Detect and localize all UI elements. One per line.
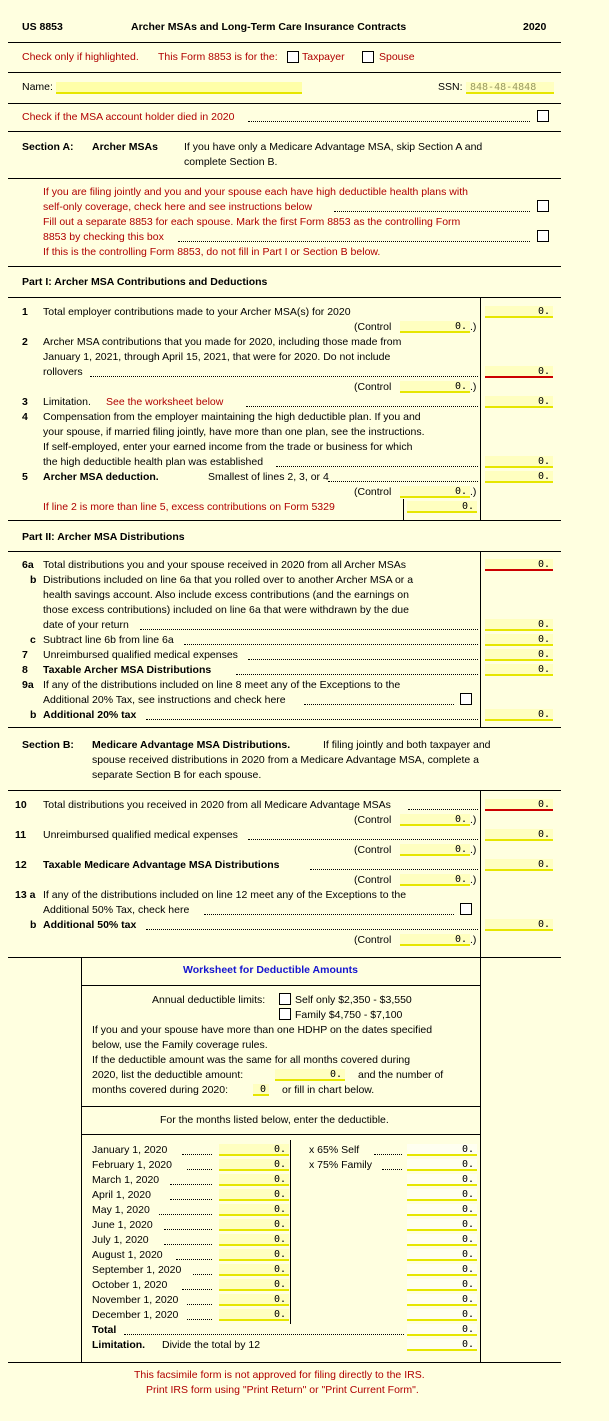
month-label: June 1, 2020 xyxy=(92,1219,153,1231)
line-11-label: Unreimbursed qualified medical expenses xyxy=(43,829,238,841)
worksheet-text-2: below, use the Family coverage rules. xyxy=(92,1039,268,1051)
line-3-number: 3 xyxy=(22,396,28,408)
month-result-field[interactable]: 0. xyxy=(407,1294,477,1306)
line-6b-label-3: those excess contributions) included on line 6a that were withdrawn by the due xyxy=(43,604,409,616)
spouse-label: Spouse xyxy=(379,51,415,63)
line-13b-number: b xyxy=(30,919,37,931)
line-4-label-3: If self-employed, enter your earned income from the trade or business for which xyxy=(43,441,413,453)
self-only-checkbox[interactable] xyxy=(279,993,291,1005)
line-6b-number: b xyxy=(30,574,37,586)
total-label: Total xyxy=(92,1324,117,1336)
section-b-title: Medicare Advantage MSA Distributions. xyxy=(92,739,291,751)
line-5-control-label: (Control xyxy=(354,486,392,498)
month-result-field[interactable]: 0. xyxy=(407,1144,477,1156)
line-8-number: 8 xyxy=(22,664,28,676)
month-label: February 1, 2020 xyxy=(92,1159,172,1171)
tax-year: 2020 xyxy=(523,21,547,33)
month-result-field[interactable]: 0. xyxy=(407,1234,477,1246)
month-result-field[interactable]: 0. xyxy=(407,1219,477,1231)
month-result-field[interactable]: 0. xyxy=(407,1279,477,1291)
month-label: July 1, 2020 xyxy=(92,1234,149,1246)
line-4-label-2: your spouse, if married filing jointly, have more than one plan, see the instructions. xyxy=(43,426,425,438)
month-result-field[interactable]: 0. xyxy=(407,1249,477,1261)
month-deductible-field[interactable]: 0. xyxy=(219,1264,289,1276)
spouse-checkbox[interactable] xyxy=(362,51,374,63)
line-6b-field[interactable]: 0. xyxy=(485,619,553,631)
month-result-field[interactable]: 0. xyxy=(407,1204,477,1216)
joint-text-4: 8853 by checking this box xyxy=(43,231,164,243)
month-deductible-field[interactable]: 0. xyxy=(219,1204,289,1216)
line-9b-number: b xyxy=(30,709,37,721)
line-8-field[interactable]: 0. xyxy=(485,664,553,676)
line-1-control-label: (Control xyxy=(354,321,392,333)
worksheet-text-5: months covered during 2020: xyxy=(92,1084,229,1096)
line-4-label-4: the high deductible health plan was established xyxy=(43,456,264,468)
limits-label: Annual deductible limits: xyxy=(152,994,266,1006)
limitation-field[interactable]: 0. xyxy=(407,1339,477,1351)
line-6a-field[interactable]: 0. xyxy=(485,559,553,571)
line-8-label: Taxable Archer MSA Distributions xyxy=(43,664,212,676)
line-10-label: Total distributions you received in 2020 from all Medicare Advantage MSAs xyxy=(43,799,391,811)
month-deductible-field[interactable]: 0. xyxy=(219,1234,289,1246)
line-5-control-field[interactable]: 0. xyxy=(400,486,470,498)
line-12-control-field[interactable]: 0. xyxy=(400,874,470,886)
multiplier-self: x 65% Self xyxy=(309,1144,360,1156)
line-13b-label: Additional 50% tax xyxy=(43,919,137,931)
line-10-field[interactable]: 0. xyxy=(485,799,553,811)
line-13a-label-1: If any of the distributions included on line 12 meet any of the Exceptions to the xyxy=(43,889,407,901)
month-label: January 1, 2020 xyxy=(92,1144,168,1156)
line-1-number: 1 xyxy=(22,306,28,318)
line-13a-checkbox[interactable] xyxy=(460,903,472,915)
month-result-field[interactable]: 0. xyxy=(407,1174,477,1186)
line-2-label-3: rollovers xyxy=(43,366,83,378)
month-result-field[interactable]: 0. xyxy=(407,1159,477,1171)
worksheet-text-3: If the deductible amount was the same for all months covered during xyxy=(92,1054,411,1066)
section-b-note-1: If filing jointly and both taxpayer and xyxy=(323,739,491,751)
months-intro: For the months listed below, enter the deductible. xyxy=(160,1114,389,1126)
line-12-number: 12 xyxy=(15,859,27,871)
taxpayer-label: Taxpayer xyxy=(302,51,345,63)
line-13a-number: 13 a xyxy=(15,889,36,901)
month-result-field[interactable]: 0. xyxy=(407,1309,477,1321)
line-13b-control-field[interactable]: 0. xyxy=(400,934,470,946)
line-12-label: Taxable Medicare Advantage MSA Distributions xyxy=(43,859,280,871)
multiplier-family: x 75% Family xyxy=(309,1159,373,1171)
line-11-number: 11 xyxy=(15,829,27,841)
ssn-label: SSN: xyxy=(438,81,463,93)
joint-text-1: If you are filing jointly and you and your spouse each have high deductible health plans with xyxy=(43,186,468,198)
line-2-control-field[interactable]: 0. xyxy=(400,381,470,393)
line-12-control-close: .) xyxy=(470,874,477,886)
line-3-field[interactable]: 0. xyxy=(485,396,553,408)
line-12-field[interactable]: 0. xyxy=(485,859,553,871)
line-10-control-label: (Control xyxy=(354,814,392,826)
line-9a-checkbox[interactable] xyxy=(460,693,472,705)
taxpayer-checkbox[interactable] xyxy=(287,51,299,63)
footer-line-1: This facsimile form is not approved for filing directly to the IRS. xyxy=(134,1369,425,1381)
line-1-field[interactable]: 0. xyxy=(485,306,553,318)
holder-died-label: Check if the MSA account holder died in 2020 xyxy=(22,111,235,123)
line-5-number: 5 xyxy=(22,471,28,483)
section-b-note-3: separate Section B for each spouse. xyxy=(92,769,262,781)
controlling-checkbox[interactable] xyxy=(537,230,549,242)
worksheet-text-4b: and the number of xyxy=(358,1069,444,1081)
form-title: Archer MSAs and Long-Term Care Insurance Contracts xyxy=(131,21,407,33)
line-6b-label-2: health savings account. Also include excess contributions (and the earnings on xyxy=(43,589,409,601)
total-field[interactable]: 0. xyxy=(407,1324,477,1336)
line-10-number: 10 xyxy=(15,799,27,811)
line-1-control-close: .) xyxy=(470,321,477,333)
section-a-note: If you have only a Medicare Advantage MSA, skip Section A and xyxy=(184,141,483,153)
line-9b-label: Additional 20% tax xyxy=(43,709,137,721)
line-2-control-close: .) xyxy=(470,381,477,393)
line-13b-control-label: (Control xyxy=(354,934,392,946)
month-deductible-field[interactable]: 0. xyxy=(219,1249,289,1261)
month-label: October 1, 2020 xyxy=(92,1279,168,1291)
month-label: August 1, 2020 xyxy=(92,1249,163,1261)
line-9b-field[interactable]: 0. xyxy=(485,709,553,721)
line-7-number: 7 xyxy=(22,649,28,661)
holder-died-checkbox[interactable] xyxy=(537,110,549,122)
line-7-label: Unreimbursed qualified medical expenses xyxy=(43,649,238,661)
line-9a-label-1: If any of the distributions included on line 8 meet any of the Exceptions to the xyxy=(43,679,401,691)
form-for-label: This Form 8853 is for the: xyxy=(158,51,278,63)
month-label: April 1, 2020 xyxy=(92,1189,151,1201)
line-9a-label-2: Additional 20% Tax, see instructions and check here xyxy=(43,694,286,706)
month-label: March 1, 2020 xyxy=(92,1174,160,1186)
limitation-note: Divide the total by 12 xyxy=(162,1339,261,1351)
month-result-field[interactable]: 0. xyxy=(407,1264,477,1276)
section-a-note-2: complete Section B. xyxy=(184,156,278,168)
line-9a-number: 9a xyxy=(22,679,34,691)
joint-checkbox[interactable] xyxy=(537,200,549,212)
worksheet-text-4: 2020, list the deductible amount: xyxy=(92,1069,244,1081)
check-note: Check only if highlighted. xyxy=(22,51,139,63)
section-a-label: Section A: xyxy=(22,141,74,153)
line-11-field[interactable]: 0. xyxy=(485,829,553,841)
line-5-label: Archer MSA deduction. xyxy=(43,471,159,483)
line-11-control-close: .) xyxy=(470,844,477,856)
line-5-control-close: .) xyxy=(470,486,477,498)
line-6a-label: Total distributions you and your spouse received in 2020 from all Archer MSAs xyxy=(43,559,407,571)
line-6c-number: c xyxy=(30,634,36,646)
month-deductible-field[interactable]: 0. xyxy=(219,1159,289,1171)
joint-text-5: If this is the controlling Form 8853, do not fill in Part I or Section B below. xyxy=(43,246,381,258)
joint-text-3: Fill out a separate 8853 for each spouse. Mark the first Form 8853 as the controlling Form xyxy=(43,216,461,228)
excess-field[interactable]: 0. xyxy=(407,501,477,513)
line-12-control-label: (Control xyxy=(354,874,392,886)
line-5-field[interactable]: 0. xyxy=(485,471,553,483)
line-5-note: Smallest of lines 2, 3, or 4 xyxy=(208,471,329,483)
months-covered-field[interactable]: 0 xyxy=(253,1084,269,1096)
family-label: Family $4,750 - $7,100 xyxy=(295,1009,403,1021)
month-deductible-field[interactable]: 0. xyxy=(219,1219,289,1231)
line-7-field[interactable]: 0. xyxy=(485,649,553,661)
month-deductible-field[interactable]: 0. xyxy=(219,1279,289,1291)
month-deductible-field[interactable]: 0. xyxy=(219,1309,289,1321)
line-2-label-1: Archer MSA contributions that you made for 2020, including those made from xyxy=(43,336,402,348)
limitation-label: Limitation. xyxy=(92,1339,146,1351)
worksheet-text-5b: or fill in chart below. xyxy=(282,1084,375,1096)
month-deductible-field[interactable]: 0. xyxy=(219,1294,289,1306)
line-13b-control-close: .) xyxy=(470,934,477,946)
line-2-label-2: January 1, 2021, through April 15, 2021, that were for 2020. Do not include xyxy=(43,351,391,363)
line-10-control-close: .) xyxy=(470,814,477,826)
line-6c-field[interactable]: 0. xyxy=(485,634,553,646)
line-13b-field[interactable]: 0. xyxy=(485,919,553,931)
line-2-number: 2 xyxy=(22,336,28,348)
excess-note: If line 2 is more than line 5, excess contributions on Form 5329 xyxy=(43,501,335,513)
worksheet-text-1: If you and your spouse have more than one HDHP on the dates specified xyxy=(92,1024,433,1036)
family-checkbox[interactable] xyxy=(279,1008,291,1020)
joint-text-2: self-only coverage, check here and see instructions below xyxy=(43,201,313,213)
month-label: May 1, 2020 xyxy=(92,1204,150,1216)
part-2-title: Part II: Archer MSA Distributions xyxy=(22,531,185,543)
section-a-title: Archer MSAs xyxy=(92,141,158,153)
line-6c-label: Subtract line 6b from line 6a xyxy=(43,634,174,646)
deductible-amount-field[interactable]: 0. xyxy=(275,1069,345,1081)
line-6b-label-1: Distributions included on line 6a that you rolled over to another Archer MSA or a xyxy=(43,574,414,586)
worksheet-link[interactable]: See the worksheet below xyxy=(106,396,224,408)
line-6a-number: 6a xyxy=(22,559,34,571)
name-label: Name: xyxy=(22,81,53,93)
section-b-label: Section B: xyxy=(22,739,74,751)
line-3-label: Limitation. xyxy=(43,396,91,408)
line-1-control-field[interactable]: 0. xyxy=(400,321,470,333)
part-1-title: Part I: Archer MSA Contributions and Deductions xyxy=(22,276,268,288)
footer-line-2: Print IRS form using "Print Return" or "Print Current Form". xyxy=(146,1384,419,1396)
worksheet-title: Worksheet for Deductible Amounts xyxy=(183,964,359,976)
month-deductible-field[interactable]: 0. xyxy=(219,1144,289,1156)
month-label: September 1, 2020 xyxy=(92,1264,182,1276)
line-13a-label-2: Additional 50% Tax, check here xyxy=(43,904,190,916)
line-10-control-field[interactable]: 0. xyxy=(400,814,470,826)
name-field[interactable] xyxy=(56,82,302,94)
line-6b-label-4: date of your return xyxy=(43,619,129,631)
line-11-control-label: (Control xyxy=(354,844,392,856)
line-2-control-label: (Control xyxy=(354,381,392,393)
line-4-label-1: Compensation from the employer maintaining the high deductible plan. If you and xyxy=(43,411,421,423)
line-2-field[interactable]: 0. xyxy=(485,366,553,378)
line-4-field[interactable]: 0. xyxy=(485,456,553,468)
ssn-field[interactable]: 848-48-4848 xyxy=(466,82,554,94)
section-b-note-2: spouse received distributions in 2020 from a Medicare Advantage MSA, complete a xyxy=(92,754,479,766)
line-1-label: Total employer contributions made to your Archer MSA(s) for 2020 xyxy=(43,306,351,318)
line-11-control-field[interactable]: 0. xyxy=(400,844,470,856)
month-deductible-field[interactable]: 0. xyxy=(219,1189,289,1201)
form-number: US 8853 xyxy=(22,21,63,33)
month-deductible-field[interactable]: 0. xyxy=(219,1174,289,1186)
month-result-field[interactable]: 0. xyxy=(407,1189,477,1201)
line-4-number: 4 xyxy=(22,411,28,423)
self-only-label: Self only $2,350 - $3,550 xyxy=(295,994,412,1006)
month-label: December 1, 2020 xyxy=(92,1309,179,1321)
month-label: November 1, 2020 xyxy=(92,1294,179,1306)
